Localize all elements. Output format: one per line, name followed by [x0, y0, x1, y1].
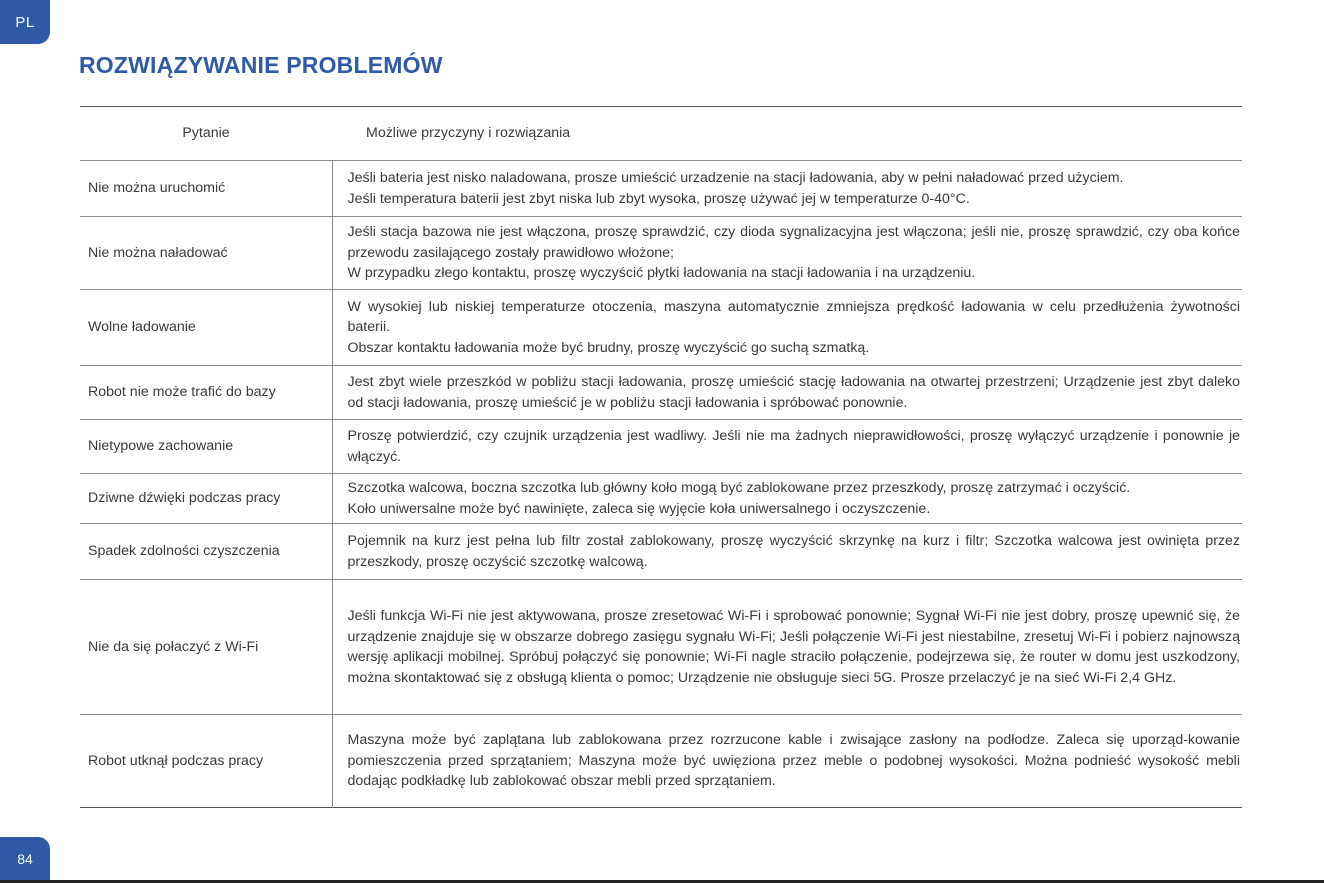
answer-cell — [332, 715, 1242, 808]
answer-cell — [332, 580, 1242, 715]
question-cell: Robot nie może trafić do bazy — [80, 366, 332, 420]
column-header-solutions: Możliwe przyczyny i rozwiązania — [366, 125, 571, 142]
answer-cell — [332, 290, 1242, 366]
answer-cell — [332, 474, 1242, 524]
page-title: ROZWIĄZYWANIE PROBLEMÓW — [79, 52, 443, 78]
answer-cell — [332, 161, 1242, 217]
table-row — [80, 474, 1242, 524]
answer-line: Pojemnik na kurz jest pełna lub filtr został zablokowany, proszę wyczyścić skrzynkę na kurz i filtr; Szczotka walcowa jest owinięta przez przeszkody, proszę oczyścić szczotkę walcową. — [347, 533, 1240, 570]
answer-line: Jeśli bateria jest nisko naladowana, prosze umieścić urzadzenie na stacji ładowania, aby w pełni naładować przed użyciem. — [347, 170, 1124, 186]
question-cell: Nie da się połaczyć z Wi-Fi — [80, 580, 332, 715]
answer-cell — [332, 366, 1242, 420]
answer-cell — [332, 524, 1242, 580]
answer-line: Jeśli temperatura baterii jest zbyt niska lub zbyt wysoka, proszę używać jej w temperaturze 0-40°C. — [347, 190, 970, 207]
answer-line: Jest zbyt wiele przeszkód w pobliżu stacji ładowania, proszę umieścić stację ładowania na otwartej przestrzeni; Urządzenie jest zbyt daleko od stacji ładowania, proszę umieścić je w pobliżu stacji ładowania i spróbować ponownie. — [347, 374, 1240, 411]
answer-line: Koło uniwersalne może być nawinięte, zaleca się wyjęcie koła uniwersalnego i oczyszczenie. — [347, 500, 931, 517]
table-row — [80, 290, 1242, 366]
question-cell: Wolne ładowanie — [80, 290, 332, 366]
table-row — [80, 524, 1242, 580]
question-cell: Nie można uruchomić — [80, 161, 332, 217]
table-row — [80, 715, 1242, 808]
troubleshooting-table — [80, 106, 1242, 808]
answer-line: W wysokiej lub niskiej temperaturze otoczenia, maszyna automatycznie zmniejsza prędkość ładowania w celu przedłużenia żywotności baterii. — [347, 298, 1240, 336]
answer-line: W przypadku złego kontaktu, proszę wyczyścić płytki ładowania na stacji ładowania i na urządzeniu. — [347, 265, 976, 282]
question-cell: Spadek zdolności czyszczenia — [80, 524, 332, 580]
table-row — [80, 580, 1242, 715]
table-row — [80, 161, 1242, 217]
answer-line: Obszar kontaktu ładowania może być brudny, proszę wyczyścić go suchą szmatką. — [347, 339, 870, 356]
table-row — [80, 217, 1242, 290]
answer-cell — [332, 420, 1242, 474]
language-badge: PL — [0, 0, 50, 44]
question-cell: Nie można naładować — [80, 217, 332, 290]
table-row — [80, 420, 1242, 474]
question-cell: Nietypowe zachowanie — [80, 420, 332, 474]
answer-line: Proszę potwierdzić, czy czujnik urządzenia jest wadliwy. Jeśli nie ma żadnych nieprawidłowości, proszę wyłączyć urządzenie i ponownie je włączyć. — [347, 428, 1240, 465]
answer-line: Maszyna może być zaplątana lub zablokowana przez rozrzucone kable i zwisające zasłony na podłodze. Zaleca się uporząd-kowanie pomieszczenia przed sprzątaniem; Maszyna może być uwięziona przez meble o podobnej wysokości. Można podnieść wysokość mebli dodając podkładkę lub zablokować obszar mebli przed sprzątaniem. — [347, 732, 1240, 790]
answer-line: Jeśli stacja bazowa nie jest włączona, proszę sprawdzić, czy dioda sygnalizacyjna jest włączona; jeśli nie, proszę sprawdzić, czy oba końce przewodu zasilającego zostały prawidłowo włożone; — [347, 224, 1240, 261]
answer-cell — [332, 217, 1242, 290]
page-number-badge: 84 — [0, 837, 50, 881]
answer-line: Szczotka walcowa, boczna szczotka lub główny koło mogą być zablokowane przez przeszkody, proszę zatrzymać i oczyścić. — [347, 480, 1131, 496]
question-cell: Dziwne dźwięki podczas pracy — [80, 474, 332, 524]
table-row — [80, 366, 1242, 420]
table-header-row — [80, 107, 1242, 161]
question-cell: Robot utknął podczas pracy — [80, 715, 332, 808]
column-header-question: Pytanie — [182, 125, 230, 142]
answer-line: Jeśli funkcja Wi-Fi nie jest aktywowana, prosze zresetować Wi-Fi i sprobować ponownie; Sygnał Wi-Fi nie jest dobry, proszę upewnić się, że urządzenie znajduje się w obszarze dobrego zasięgu sygnału Wi-Fi; Jeśli połączenie Wi-Fi jest niestabilne, zresetuj Wi-Fi i pobierz najnowszą wersję aplikacji mobilnej. Spróbuj połączyć się ponownie; Wi-Fi nagle straciło połączenie, podejrzewa się, że router w domu jest uszkodzony, można skontaktować się z obsługą klienta o pomoc; Urządzenie nie obsługuje sieci 5G. Prosze przelaczyć je na sieć Wi-Fi 2,4 GHz. — [347, 608, 1240, 686]
